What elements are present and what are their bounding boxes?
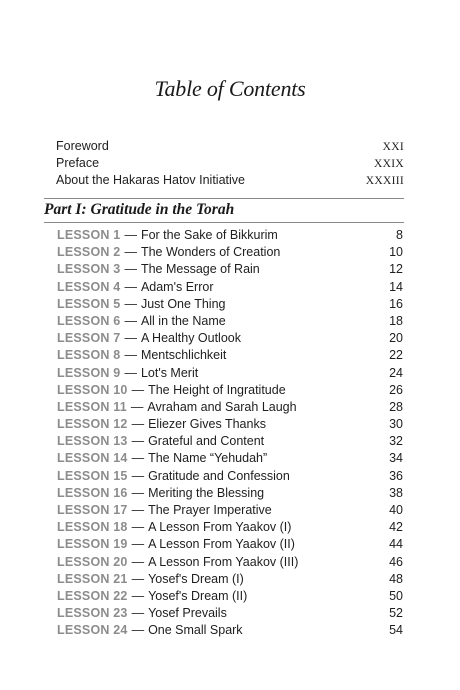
lesson-page: 16: [389, 296, 403, 311]
lesson-dash: —: [124, 365, 137, 380]
lesson-row[interactable]: [57, 244, 403, 261]
lesson-page: 46: [389, 554, 403, 569]
lesson-number: LESSON 10: [57, 382, 128, 397]
lesson-dash: —: [131, 382, 145, 397]
lesson-title: The Height of Ingratitude: [148, 382, 286, 397]
lesson-page: 22: [389, 348, 403, 363]
lesson-title: Mentschlichkeit: [140, 348, 227, 363]
lesson-entry: [57, 622, 243, 639]
lesson-number: LESSON 8: [57, 348, 121, 363]
lesson-page: 28: [389, 399, 403, 414]
lesson-number: LESSON 3: [57, 262, 121, 277]
lesson-row[interactable]: [57, 399, 403, 416]
lesson-row[interactable]: [57, 382, 403, 399]
lesson-entry: [57, 605, 227, 622]
lesson-page: 10: [389, 245, 403, 260]
lesson-entry: [57, 554, 298, 571]
lesson-row[interactable]: [57, 416, 403, 433]
front-matter-item[interactable]: [56, 155, 404, 172]
lesson-row[interactable]: [57, 450, 403, 467]
lesson-entry: [57, 279, 213, 296]
lesson-number: LESSON 11: [57, 399, 127, 414]
lesson-number: LESSON 17: [57, 503, 128, 517]
lesson-dash: —: [131, 588, 145, 603]
lesson-title: Just One Thing: [140, 296, 226, 311]
lesson-title: The Name “Yehudah”: [148, 451, 268, 466]
lesson-row[interactable]: [57, 227, 403, 244]
front-matter-label: About the Hakaras Hatov Initiative: [56, 173, 245, 187]
lesson-dash: —: [131, 554, 145, 569]
lesson-page: 20: [389, 331, 403, 346]
lesson-dash: —: [124, 262, 137, 277]
lesson-number: LESSON 22: [57, 588, 128, 603]
lesson-row[interactable]: [57, 588, 403, 605]
lesson-number: LESSON 18: [57, 520, 128, 535]
lesson-dash: —: [124, 245, 137, 260]
lesson-entry: [57, 536, 295, 553]
lesson-title: Eliezer Gives Thanks: [148, 417, 266, 432]
lesson-row[interactable]: [57, 261, 403, 278]
lesson-number: LESSON 19: [57, 537, 128, 552]
lesson-row[interactable]: [57, 330, 403, 347]
lesson-title: Meriting the Blessing: [148, 485, 265, 500]
lesson-entry: [57, 347, 226, 364]
lesson-title: A Lesson From Yaakov (II): [148, 537, 295, 552]
lesson-page: 38: [389, 485, 403, 500]
lesson-dash: —: [124, 331, 137, 346]
lesson-page: 12: [389, 262, 403, 277]
lesson-row[interactable]: [57, 347, 403, 364]
lesson-title: Yosef's Dream (I): [148, 571, 244, 586]
front-matter-page: XXIX: [374, 158, 404, 170]
lesson-page: 44: [389, 537, 403, 552]
lesson-number: LESSON 1: [57, 228, 121, 242]
lesson-dash: —: [131, 520, 145, 535]
lesson-dash: —: [131, 485, 145, 500]
lesson-title: Yosef's Dream (II): [148, 588, 248, 603]
lesson-entry: [57, 296, 225, 313]
front-matter-label: Foreword: [56, 139, 109, 153]
lesson-dash: —: [124, 279, 137, 294]
lesson-dash: —: [131, 606, 145, 621]
lesson-number: LESSON 5: [57, 296, 121, 311]
front-matter-page: XXXIII: [365, 175, 404, 187]
lesson-number: LESSON 6: [57, 313, 121, 328]
lesson-entry: [57, 382, 286, 399]
lesson-entry: [57, 588, 247, 605]
lesson-title: Lot's Merit: [140, 365, 199, 380]
lesson-dash: —: [124, 348, 137, 363]
lesson-page: 40: [389, 503, 403, 517]
divider-bottom: [44, 222, 404, 223]
lesson-entry: [57, 485, 264, 502]
lesson-number: LESSON 14: [57, 451, 128, 466]
front-matter-page: XXI: [382, 141, 404, 153]
lesson-dash: —: [131, 451, 145, 466]
divider-top: [44, 198, 404, 199]
lesson-entry: [57, 450, 267, 467]
lesson-title: Grateful and Content: [148, 434, 265, 449]
lesson-row[interactable]: [57, 485, 403, 502]
lesson-number: LESSON 16: [57, 485, 128, 500]
lesson-dash: —: [124, 228, 137, 242]
lesson-entry: [57, 416, 266, 433]
lesson-entry: [57, 433, 264, 450]
lesson-page: 24: [389, 365, 403, 380]
lesson-number: LESSON 20: [57, 554, 128, 569]
lesson-title: For the Sake of Bikkurim: [140, 228, 278, 242]
lesson-number: LESSON 15: [57, 468, 128, 483]
lesson-entry: [57, 571, 244, 588]
front-matter-item[interactable]: [56, 138, 404, 155]
lesson-title: A Healthy Outlook: [140, 331, 241, 346]
lesson-entry: [57, 244, 280, 261]
lesson-entry: [57, 330, 241, 347]
lesson-dash: —: [124, 296, 137, 311]
lesson-page: 42: [389, 520, 403, 535]
lesson-page: 34: [389, 451, 403, 466]
lesson-title: Adam's Error: [140, 279, 214, 294]
lesson-row[interactable]: [57, 554, 403, 571]
page-title: Table of Contents: [154, 76, 306, 101]
lesson-row[interactable]: [57, 571, 403, 588]
lesson-row[interactable]: [57, 468, 403, 485]
lesson-page: 18: [389, 313, 403, 328]
lesson-dash: —: [131, 623, 145, 638]
lesson-title: The Wonders of Creation: [140, 245, 281, 260]
lesson-dash: —: [124, 313, 137, 328]
lesson-page: 48: [389, 571, 403, 586]
lesson-entry: [57, 399, 297, 416]
lesson-row[interactable]: [57, 519, 403, 536]
lesson-row[interactable]: [57, 622, 403, 639]
lesson-number: LESSON 23: [57, 606, 128, 621]
part-heading: Part I: Gratitude in the Torah: [44, 201, 235, 218]
lesson-entry: [57, 365, 198, 382]
lesson-title: The Message of Rain: [140, 262, 260, 277]
lesson-entry: [57, 468, 290, 485]
lesson-entry: [57, 519, 291, 536]
lesson-number: LESSON 4: [57, 279, 121, 294]
lesson-row[interactable]: [57, 365, 403, 382]
lesson-title: A Lesson From Yaakov (I): [148, 520, 292, 535]
lesson-row[interactable]: [57, 605, 403, 622]
lesson-number: LESSON 21: [57, 571, 128, 586]
lesson-title: All in the Name: [140, 313, 226, 328]
lesson-page: 52: [389, 606, 403, 621]
lesson-title: One Small Spark: [148, 623, 243, 638]
lesson-entry: [57, 313, 226, 330]
lesson-number: LESSON 7: [57, 331, 121, 346]
lesson-entry: [57, 502, 272, 519]
lesson-page: 36: [389, 468, 403, 483]
lesson-dash: —: [130, 399, 144, 414]
lesson-dash: —: [131, 434, 145, 449]
lesson-number: LESSON 9: [57, 365, 121, 380]
lesson-row[interactable]: [57, 536, 403, 553]
lesson-number: LESSON 24: [57, 623, 128, 638]
lesson-page: 26: [389, 382, 403, 397]
lesson-row[interactable]: [57, 433, 403, 450]
lesson-page: 50: [389, 588, 403, 603]
lesson-title: Avraham and Sarah Laugh: [147, 399, 297, 414]
lesson-page: 8: [396, 228, 403, 242]
lesson-row[interactable]: [57, 313, 403, 330]
lesson-dash: —: [131, 537, 145, 552]
lesson-title: The Prayer Imperative: [148, 503, 272, 517]
front-matter-label: Preface: [56, 156, 100, 170]
lesson-entry: [57, 227, 278, 244]
lesson-list: [57, 227, 403, 640]
lesson-title: Gratitude and Confession: [148, 468, 290, 483]
lesson-dash: —: [131, 503, 145, 517]
lesson-row[interactable]: [57, 296, 403, 313]
lesson-number: LESSON 2: [57, 245, 121, 260]
front-matter-item[interactable]: [56, 172, 404, 189]
lesson-row[interactable]: [57, 279, 403, 296]
front-matter-list: [56, 138, 404, 189]
lesson-page: 32: [389, 434, 403, 449]
lesson-row[interactable]: [57, 502, 403, 519]
lesson-title: Yosef Prevails: [148, 606, 227, 621]
lesson-dash: —: [131, 468, 145, 483]
lesson-dash: —: [131, 571, 145, 586]
lesson-number: LESSON 13: [57, 434, 128, 449]
lesson-page: 54: [389, 623, 403, 638]
lesson-page: 30: [389, 417, 403, 432]
lesson-dash: —: [131, 417, 145, 432]
lesson-number: LESSON 12: [57, 417, 128, 432]
lesson-page: 14: [389, 279, 403, 294]
lesson-title: A Lesson From Yaakov (III): [148, 554, 299, 569]
lesson-entry: [57, 261, 260, 278]
